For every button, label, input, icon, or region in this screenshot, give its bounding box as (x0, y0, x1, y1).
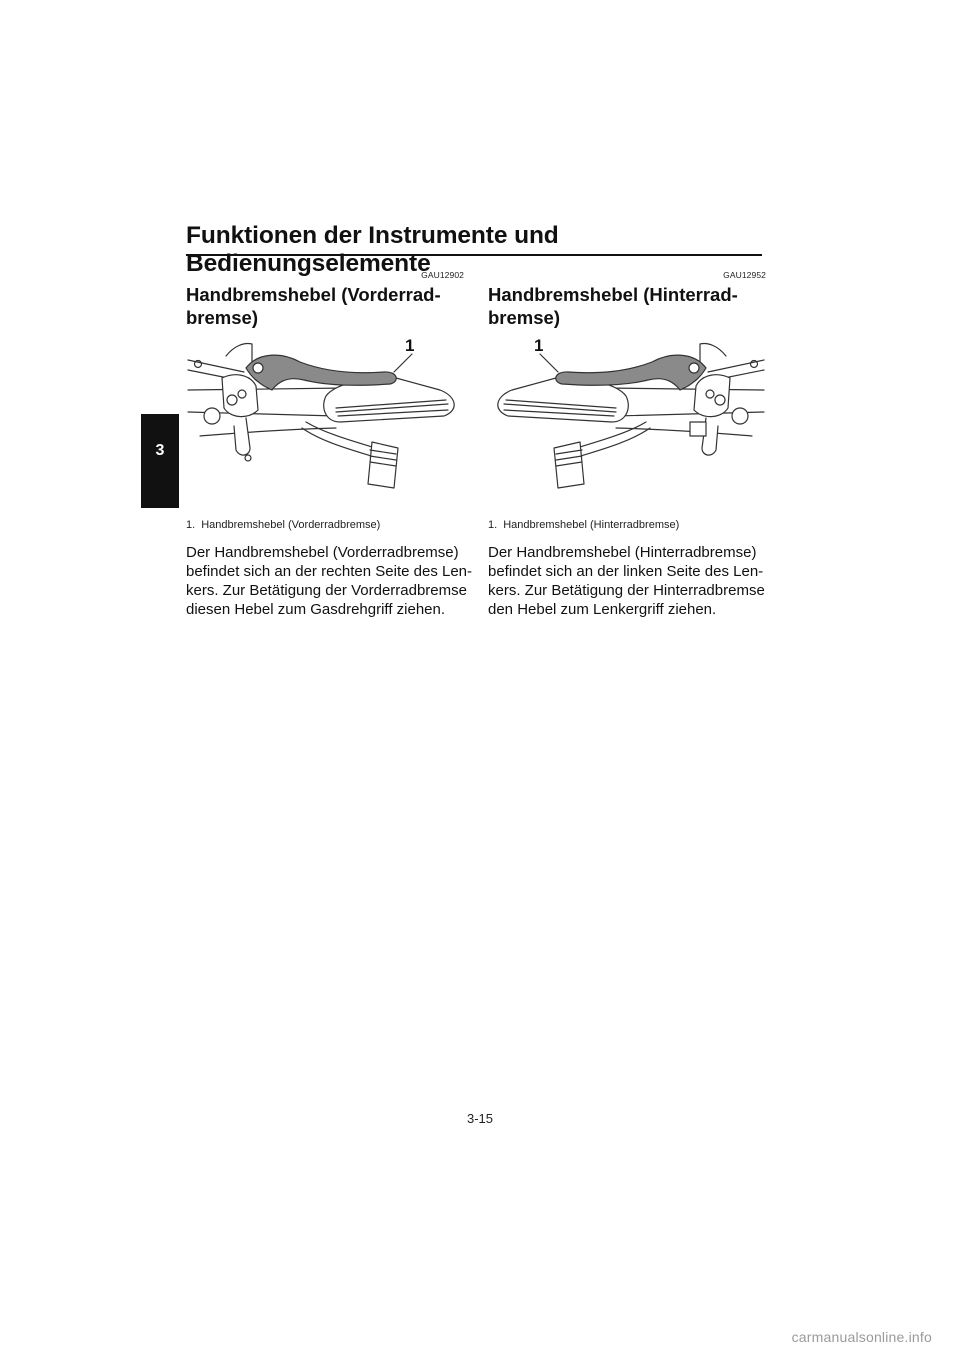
section-rear-brake-lever (488, 270, 766, 619)
page-number: 3-15 (466, 1111, 494, 1126)
section-title-line: Handbremshebel (Vorderrad- (186, 284, 441, 305)
chapter-tab (141, 414, 179, 508)
rear-brake-lever-drawing (488, 338, 766, 510)
figure-caption (488, 518, 766, 532)
body-line: kers. Zur Betätigung der Hinterradbremse (488, 582, 765, 599)
body-line: den Hebel zum Lenkergriff ziehen. (488, 601, 717, 618)
body-paragraph (186, 543, 473, 619)
chapter-tab-number: 3 (155, 442, 165, 459)
callout-number: 1 (534, 336, 544, 355)
body-line: befindet sich an der rechten Seite des Len- (186, 563, 473, 580)
body-line: Der Handbremshebel (Hinterradbremse) (488, 544, 757, 561)
section-title-line: bremse) (488, 307, 560, 328)
caption-number: 1. (488, 519, 498, 531)
body-line: kers. Zur Betätigung der Vorderradbremse (186, 582, 467, 599)
header-rule (186, 254, 762, 256)
figure-caption (186, 518, 464, 532)
section-title-line: Handbremshebel (Hinterrad- (488, 284, 738, 305)
section-title (488, 283, 766, 329)
body-line: Der Handbremshebel (Vorderradbremse) (186, 544, 459, 561)
body-line: diesen Hebel zum Gasdrehgriff ziehen. (186, 601, 446, 618)
caption-number: 1. (186, 519, 196, 531)
caption-text: Handbremshebel (Vorderradbremse) (201, 519, 381, 531)
front-brake-lever-drawing (186, 338, 464, 510)
section-title (186, 283, 464, 329)
body-paragraph (488, 543, 766, 619)
caption-text: Handbremshebel (Hinterradbremse) (503, 519, 680, 531)
section-code: GAU12952 (723, 270, 766, 280)
watermark: carmanualsonline.info (791, 1329, 932, 1345)
section-front-brake-lever (186, 270, 473, 619)
front-brake-lever-illustration (186, 338, 464, 510)
page-header-title: Funktionen der Instrumente und Bedienungselemente (186, 222, 559, 277)
callout-number: 1 (405, 336, 415, 355)
section-code: GAU12902 (421, 270, 464, 280)
rear-brake-lever-illustration (488, 338, 766, 510)
body-line: befindet sich an der linken Seite des Len- (488, 563, 764, 580)
section-title-line: bremse) (186, 307, 258, 328)
